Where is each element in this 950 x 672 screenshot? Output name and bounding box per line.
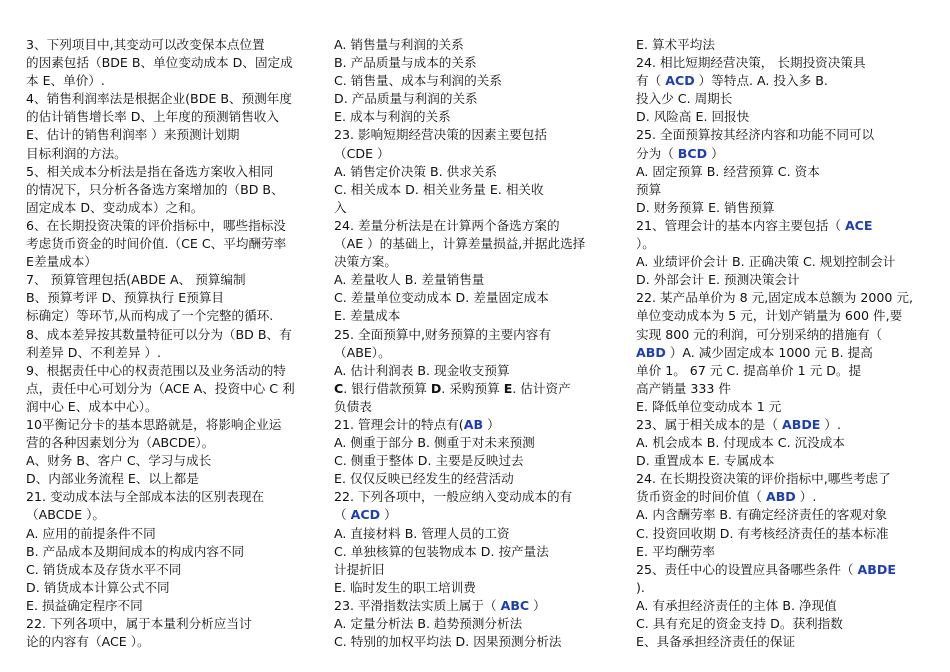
text-segment: 负债表 [334, 398, 372, 414]
text-segment: 7、 预算管理包括(ABDE A、 预算编制 [26, 272, 246, 288]
text-line [26, 470, 322, 488]
text-segment: E [503, 380, 513, 396]
text-line [636, 488, 920, 506]
text-line [334, 253, 617, 271]
text-line [26, 506, 322, 524]
text-segment: 入 [334, 199, 347, 215]
text-segment: D. 财务预算 E. 销售预算 [636, 199, 775, 215]
text-line [636, 362, 920, 380]
text-line [334, 54, 617, 72]
text-line [636, 307, 920, 325]
text-line [26, 434, 322, 452]
text-segment: 3、下列项目中,其变动可以改变保本点位置 [26, 37, 265, 52]
text-segment: 的估计销售增长率 D、上年度的预测销售收入 [26, 109, 279, 125]
text-segment: 点，责任中心可划分为（ACE A、投资中心 C 利 [26, 380, 295, 396]
text-line [26, 579, 322, 597]
text-segment: E差量成本） [26, 254, 97, 270]
text-segment: D. 重置成本 E. 专属成本 [636, 453, 775, 469]
text-line [334, 235, 617, 253]
text-segment: 营的各种因素划分为（ABCDE）。 [26, 435, 215, 451]
text-segment: C. 销货成本及存货水平不同 [26, 561, 182, 577]
answer-key: ABDE [781, 416, 821, 432]
text-segment: A. 销售定价决策 B. 供求关系 [334, 163, 497, 179]
text-segment: E. 损益确定程序不同 [26, 597, 143, 613]
text-segment: 21. 变动成本法与全部成本法的区别表现在 [26, 489, 265, 505]
text-line [334, 506, 617, 524]
text-line [26, 199, 322, 217]
text-line [636, 72, 920, 90]
text-line [334, 579, 617, 597]
text-line [334, 326, 617, 344]
text-line [334, 126, 617, 144]
text-line [636, 253, 920, 271]
text-line [334, 72, 617, 90]
text-segment: D [430, 380, 442, 396]
text-segment: A. 定量分析法 B. 趋势预测分析法 [334, 616, 523, 631]
column-left [26, 36, 322, 651]
text-line [334, 199, 617, 217]
text-line [26, 145, 322, 163]
text-line [26, 90, 322, 108]
text-line [636, 90, 920, 108]
text-segment: ）. [795, 489, 817, 505]
text-segment: 标确定）等环节,从而构成了一个完整的循环. [26, 308, 274, 324]
text-line [334, 362, 617, 380]
text-line [636, 597, 920, 615]
text-segment: D. 销货成本计算公式不同 [26, 579, 170, 595]
text-line [334, 36, 617, 54]
text-segment: C. 具有充足的资金支持 D。获利指数 [636, 616, 843, 631]
text-segment: 9、根据责任中心的权责范围以及业务活动的特 [26, 362, 286, 378]
text-segment: 有（ [636, 73, 666, 89]
answer-key: ACE [844, 217, 873, 233]
text-segment: E. 降低单位变动成本 1 元 [636, 398, 782, 414]
text-segment: 6、在长期投资决策的评价指标中，哪些指标没 [26, 217, 286, 233]
text-line [334, 434, 617, 452]
text-line [636, 289, 920, 307]
text-line [636, 525, 920, 543]
text-segment: ）A. 减少固定成本 1000 元 B. 提高 [665, 344, 873, 360]
text-segment: 24. 在长期投资决策的评价指标中,哪些考虑了 [636, 471, 891, 487]
text-segment: . 估计资产 [512, 380, 571, 396]
text-segment: 预算 [636, 181, 662, 197]
text-segment: 润中心 E、成本中心）。 [26, 398, 158, 414]
text-segment: . 银行借款预算 [343, 380, 431, 396]
text-segment: A. 侧重于部分 B. 侧重于对未来预测 [334, 435, 535, 451]
text-segment: E. 平均酬劳率 [636, 543, 715, 559]
text-line [334, 470, 617, 488]
text-line [636, 326, 920, 344]
text-segment: 决策方案。 [334, 254, 397, 270]
text-line [26, 398, 322, 416]
text-segment: B、预算考评 D、预算执行 E预算目 [26, 290, 225, 306]
text-line [26, 561, 322, 579]
text-line [636, 271, 920, 289]
text-segment: 23、属于相关成本的是（ [636, 416, 782, 432]
text-line [334, 633, 617, 651]
text-line [636, 36, 920, 54]
text-segment: 单位变动成本为 5 元，计划产销量为 600 件,要 [636, 308, 903, 324]
text-line [26, 36, 322, 54]
text-segment: E. 差量成本 [334, 308, 401, 324]
text-segment: D、内部业务流程 E、以上都是 [26, 471, 199, 487]
text-line [636, 199, 920, 217]
text-segment: 25、责任中心的设置应具备哪些条件（ [636, 561, 858, 577]
text-segment: A. 估计利润表 B. 现金收支预算 [334, 362, 510, 378]
text-line [636, 470, 920, 488]
text-segment: 21、管理会计的基本内容主要包括（ [636, 217, 845, 233]
text-line [636, 235, 920, 253]
text-segment: D. 产品质量与利润的关系 [334, 91, 478, 107]
text-line [26, 452, 322, 470]
text-line [636, 506, 920, 524]
text-segment: 利差异 D、不利差异 ）. [26, 344, 162, 360]
text-line [334, 561, 617, 579]
text-line [334, 380, 617, 398]
text-segment: E、具备承担经济责任的保证 [636, 634, 796, 650]
text-line [334, 217, 617, 235]
text-line [26, 72, 322, 90]
text-segment: A. 应用的前提条件不同 [26, 525, 156, 541]
text-segment: 考虑货币资金的时间价值.（CE C、平均酬劳率 [26, 236, 287, 252]
text-line [636, 434, 920, 452]
text-segment: 投入少 C. 周期长 [636, 91, 733, 107]
text-line [636, 217, 920, 235]
text-segment: C. 投资回收期 D. 有考核经济责任的基本标准 [636, 525, 889, 541]
text-segment: ） [529, 597, 546, 613]
text-line [636, 54, 920, 72]
text-line [636, 398, 920, 416]
answer-key: ABDE [857, 561, 896, 577]
text-line [636, 163, 920, 181]
text-line [26, 307, 322, 325]
text-segment: C [334, 380, 344, 396]
text-segment: 目标利润的方法。 [26, 145, 127, 161]
text-segment: 4、销售利润率法是根据企业(BDE B、预测年度 [26, 91, 292, 107]
text-line [26, 217, 322, 235]
text-line [636, 543, 920, 561]
text-segment: 单价 1。 67 元 C. 提高单价 1 元 D。提 [636, 362, 862, 378]
text-segment: C. 特别的加权平均法 D. 因果预测分析法 [334, 634, 562, 650]
text-segment: 22. 下列各项中，属于本量利分析应当讨 [26, 616, 252, 631]
text-line [636, 380, 920, 398]
column-middle [334, 36, 617, 651]
text-line [636, 615, 920, 633]
text-line [26, 126, 322, 144]
text-line [26, 54, 322, 72]
text-segment: D. 风险高 E. 回报快 [636, 109, 750, 125]
text-segment: A. 机会成本 B. 付现成本 C. 沉没成本 [636, 435, 845, 451]
text-segment: （ABCDE ）。 [26, 507, 105, 523]
text-segment: 22. 某产品单价为 8 元,固定成本总额为 2000 元, [636, 290, 914, 306]
answer-key: ABC [500, 597, 530, 613]
text-segment: （CDE ） [334, 145, 390, 161]
text-line [334, 163, 617, 181]
text-segment: E、估计的销售利润率 ）来预测计划期 [26, 127, 240, 143]
text-segment: 论的内容有（ACE ）。 [26, 634, 150, 650]
text-segment: 22. 下列各项中，一般应纳入变动成本的有 [334, 489, 573, 505]
text-segment: 25. 全面预算按其经济内容和功能不同可以 [636, 127, 875, 143]
text-segment: 分为（ [636, 145, 678, 161]
text-line [334, 271, 617, 289]
text-line [636, 452, 920, 470]
text-line [636, 579, 920, 597]
answer-key: BCD [677, 145, 708, 161]
text-line [26, 633, 322, 651]
text-line [26, 344, 322, 362]
text-segment: A. 内含酬劳率 B. 有确定经济责任的客观对象 [636, 507, 888, 523]
text-segment: 8、成本差异按其数量特征可以分为（BD B、有 [26, 326, 292, 342]
text-segment: 的因素包括（BDE B、单位变动成本 D、固定成 [26, 55, 293, 71]
text-line [334, 488, 617, 506]
text-line [26, 597, 322, 615]
text-line [334, 344, 617, 362]
answer-key: ACD [350, 507, 381, 523]
text-segment: 10平衡记分卡的基本思路就是，将影响企业运 [26, 416, 282, 432]
text-line [334, 597, 617, 615]
text-line [334, 90, 617, 108]
text-segment: E. 临时发生的职工培训费 [334, 579, 476, 595]
text-segment: . 采购预算 [441, 380, 504, 396]
text-line [26, 326, 322, 344]
text-segment: C. 单独核算的包装物成本 D. 按产量法 [334, 543, 549, 559]
text-segment: 21. 管理会计的特点有( [334, 416, 464, 432]
text-segment: B. 产品质量与成本的关系 [334, 55, 477, 71]
text-segment: 实现 800 元的利润，可分别采纳的措施有（ [636, 326, 883, 342]
text-line [636, 126, 920, 144]
text-segment: 的情况下，只分析各备选方案增加的（BD B、 [26, 181, 284, 197]
text-segment: （AE ）的基础上，计算差量损益,并据此选择 [334, 236, 586, 252]
text-segment: E. 成本与利润的关系 [334, 109, 451, 125]
text-line [636, 108, 920, 126]
text-line [334, 289, 617, 307]
text-segment: 高产销量 333 件 [636, 380, 732, 396]
answer-key: ACD [665, 73, 695, 89]
text-segment: 固定成本 D、变动成本）之和。 [26, 199, 204, 215]
text-line [26, 543, 322, 561]
text-segment: C. 侧重于整体 D. 主要是反映过去 [334, 453, 524, 469]
text-segment: C. 差量单位变动成本 D. 差量固定成本 [334, 290, 549, 306]
text-segment: E. 算术平均法 [636, 37, 715, 52]
text-line [26, 416, 322, 434]
text-line [334, 543, 617, 561]
text-segment: 23. 影响短期经营决策的因素主要包括 [334, 127, 547, 143]
text-segment: 本 E、单价）. [26, 73, 105, 89]
text-segment: 5、相关成本分析法是指在备选方案收入相同 [26, 163, 274, 179]
text-line [26, 181, 322, 199]
text-segment: 计提折旧 [334, 561, 385, 577]
text-segment: ） [380, 507, 397, 523]
text-segment: A. 差量收人 B. 差量销售量 [334, 272, 485, 288]
text-segment: A. 固定预算 B. 经营预算 C. 资本 [636, 163, 820, 179]
answer-key: AB [463, 416, 484, 432]
text-line [26, 525, 322, 543]
text-line [636, 145, 920, 163]
text-segment: ） [483, 416, 500, 432]
text-line [334, 398, 617, 416]
text-line [334, 181, 617, 199]
text-segment: A. 业绩评价会计 B. 正确决策 C. 规划控制会计 [636, 254, 896, 270]
text-segment: （ABE）。 [334, 344, 391, 360]
text-line [26, 380, 322, 398]
text-segment: 24. 差量分析法是在计算两个备选方案的 [334, 217, 560, 233]
text-line [26, 108, 322, 126]
text-line [26, 488, 322, 506]
text-line [334, 525, 617, 543]
text-segment: ）等特点. A. 投入多 B. [694, 73, 828, 89]
text-line [636, 416, 920, 434]
text-segment: A. 有承担经济责任的主体 B. 净现值 [636, 597, 837, 613]
text-segment: A、财务 B、客户 C、学习与成长 [26, 453, 212, 469]
text-segment: B. 产品成本及期间成本的构成内容不同 [26, 543, 245, 559]
text-line [636, 633, 920, 651]
text-segment: ). [636, 579, 645, 595]
text-line [26, 253, 322, 271]
text-segment: A. 销售量与利润的关系 [334, 37, 464, 52]
text-segment: 25. 全面预算中,财务预算的主要内容有 [334, 326, 551, 342]
text-line [334, 452, 617, 470]
text-segment: （ [334, 507, 351, 523]
text-segment: C. 相关成本 D. 相关业务量 E. 相关收 [334, 181, 544, 197]
text-line [26, 271, 322, 289]
text-segment: ）。 [636, 236, 655, 252]
text-segment: ） [707, 145, 724, 161]
text-line [26, 235, 322, 253]
answer-key: ABD [636, 344, 666, 360]
text-line [334, 615, 617, 633]
text-line [26, 362, 322, 380]
text-line [636, 561, 920, 579]
text-line [26, 289, 322, 307]
text-segment: ）. [820, 416, 841, 432]
text-line [334, 145, 617, 163]
text-line [334, 108, 617, 126]
text-segment: 24. 相比短期经营决策， 长期投资决策具 [636, 55, 866, 71]
text-line [334, 307, 617, 325]
text-segment: C. 销售量、成本与利润的关系 [334, 73, 502, 89]
text-segment: 23. 平滑指数法实质上属于（ [334, 597, 501, 613]
text-segment: A. 直接材料 B. 管理人员的工资 [334, 525, 510, 541]
text-segment: D. 外部会计 E. 预测决策会计 [636, 272, 800, 288]
answer-key: ABD [765, 489, 796, 505]
text-line [334, 416, 617, 434]
text-line [26, 163, 322, 181]
text-segment: 货币资金的时间价值（ [636, 489, 766, 505]
text-line [636, 344, 920, 362]
text-segment: E. 仅仅反映已经发生的经营活动 [334, 471, 514, 487]
text-line [636, 181, 920, 199]
text-line [26, 615, 322, 633]
column-right [636, 36, 920, 651]
